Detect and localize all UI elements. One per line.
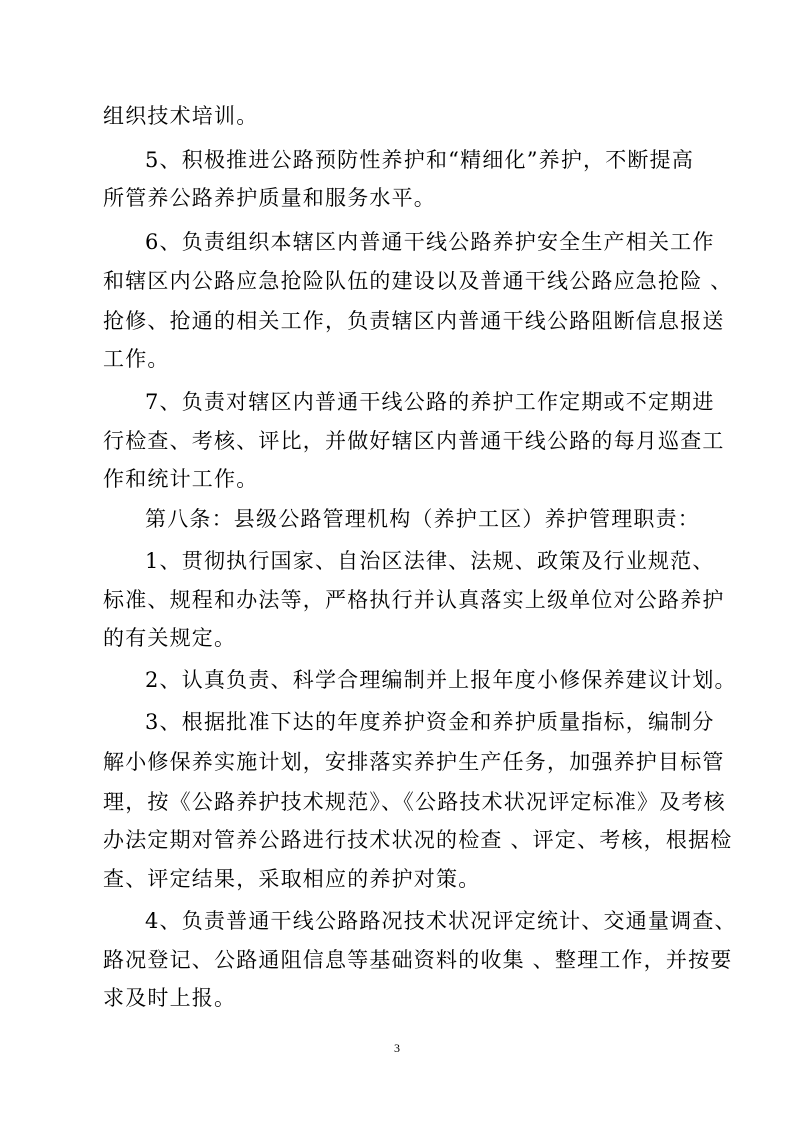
text-line: 解小修保养实施计划，安排落实养护生产任务，加强养护目标管 [103, 750, 725, 774]
text-line: 工作。 [103, 347, 170, 371]
paragraph-item-4-line: 4、负责普通干线公路路况技术状况评定统计、交通量调查、 [145, 909, 737, 933]
text-line: 作和统计工作。 [103, 467, 259, 491]
text-line: 所管养公路养护质量和服务水平。 [103, 186, 436, 210]
paragraph-item-1-line: 1、贯彻执行国家、自治区法律、法规、政策及行业规范、 [145, 549, 715, 573]
text-line: 求及时上报。 [103, 986, 237, 1010]
text-line: 办法定期对管养公路进行技术状况的检查 、评定、考核，根据检 [103, 828, 733, 852]
page-number: 3 [394, 1041, 400, 1055]
text-line: 抢修、抢通的相关工作，负责辖区内普通干线公路阻断信息报送 [103, 309, 725, 333]
text-line: 行检查、考核、评比，并做好辖区内普通干线公路的每月巡查工 [103, 429, 725, 453]
text-line: 标准、规程和办法等，严格执行并认真落实上级单位对公路养护 [103, 588, 725, 612]
paragraph-item-7-line: 7、负责对辖区内普通干线公路的养护工作定期或不定期进 [145, 390, 715, 414]
text-line: 理，按《公路养护技术规范》、《公路技术状况评定标准》及考核 [103, 790, 726, 814]
text-line: 的有关规定。 [103, 626, 237, 650]
text-line: 查、评定结果，采取相应的养护对策。 [103, 867, 481, 891]
paragraph-item-2-line: 2、认真负责、科学合理编制并上报年度小修保养建议计划。 [145, 668, 737, 692]
text-line: 组织技术培训。 [103, 104, 259, 128]
text-line: 路况登记、公路通阻信息等基础资料的收集 、整理工作，并按要 [103, 948, 733, 972]
paragraph-item-6-line: 6、负责组织本辖区内普通干线公路养护安全生产相关工作 [145, 230, 715, 254]
paragraph-item-3-line: 3、根据批准下达的年度养护资金和养护质量指标，编制分 [145, 710, 715, 734]
article-heading: 第八条：县级公路管理机构（养护工区）养护管理职责： [145, 507, 700, 531]
text-line: 和辖区内公路应急抢险队伍的建设以及普通干线公路应急抢险 、 [103, 269, 733, 293]
paragraph-item-5-line: 5、积极推进公路预防性养护和“精细化”养护，不断提高 [145, 148, 695, 172]
